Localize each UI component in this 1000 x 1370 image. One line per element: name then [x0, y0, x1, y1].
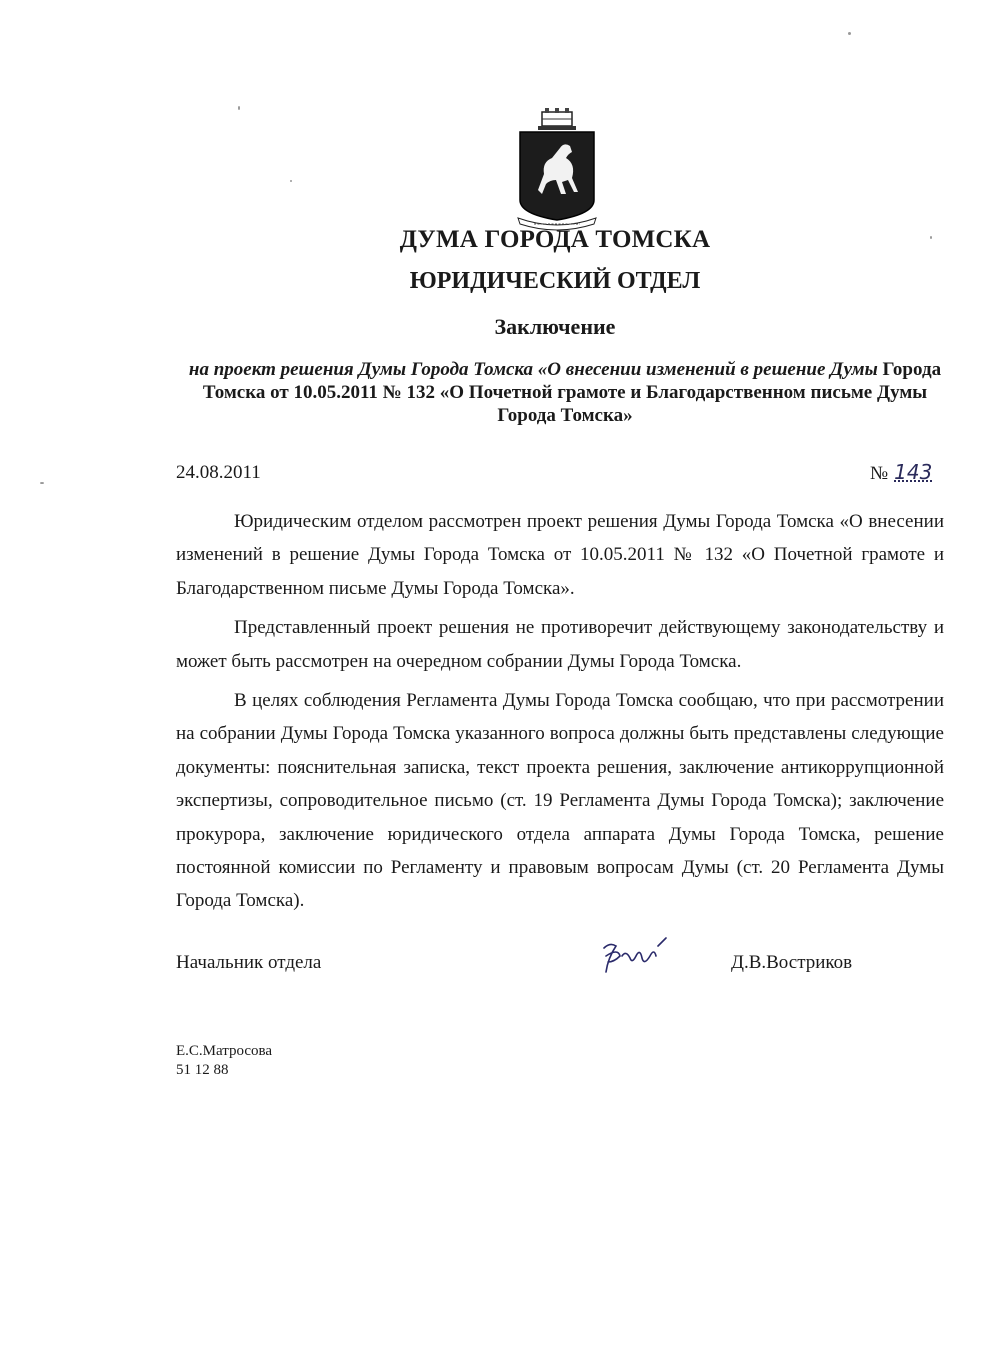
document-date: 24.08.2011	[176, 462, 261, 483]
tomsk-coat-of-arms-icon	[514, 108, 600, 232]
organization-name: ДУМА ГОРОДА ТОМСКА	[399, 226, 711, 253]
number-value: 143	[894, 460, 933, 484]
scan-speck	[930, 236, 932, 239]
document-number	[870, 460, 932, 485]
handwritten-signature-icon	[596, 934, 686, 978]
subject-rest-part: Города Томска от 10.05.2011 № 132 «О Почетной грамоте и Благодарственном письме Думы Города Томска»	[202, 359, 942, 426]
scan-speck	[290, 180, 292, 182]
scan-speck	[848, 32, 851, 35]
body-paragraph: В целях соблюдения Регламента Думы Города Томска сообщаю, что при рассмотрении на собрании Думы Города Томска указанного вопроса должны быть представлены следующие документы: пояснительная записка, текст проекта решения, заключение антикоррупционной экспертизы, сопроводительное письмо (ст. 19 Регламента Думы Города Томска); заключение прокурора, заключение юридического отдела аппарата Думы Города Томска, решение постоянной комиссии по Регламенту и правовым вопросам Думы (ст. 20 Регламента Думы Города Томска).	[176, 690, 944, 912]
signer-position: Начальник отдела	[176, 952, 322, 973]
subject-italic-part: на проект решения Думы Города Томска «О внесении изменений в решение Думы	[188, 359, 878, 380]
signer-name: Д.В.Востриков	[731, 952, 853, 973]
number-label: №	[870, 463, 889, 484]
document-title: Заключение	[494, 314, 616, 339]
document-subject	[180, 358, 950, 427]
executor-name: Е.С.Матросова	[176, 1043, 273, 1059]
executor-block	[176, 1042, 272, 1080]
scan-speck	[40, 482, 44, 484]
body-text	[176, 505, 944, 924]
department-name: ЮРИДИЧЕСКИЙ ОТДЕЛ	[409, 268, 701, 294]
body-paragraph: Юридическим отделом рассмотрен проект решения Думы Города Томска «О внесении изменений в решение Думы Города Томска от 10.05.2011 № 132 «О Почетной грамоте и Благодарственном письме Думы Города Томска».	[176, 511, 944, 599]
scan-speck	[238, 106, 240, 110]
body-paragraph: Представленный проект решения не противоречит действующему законодательству и может быть рассмотрен на очередном собрании Думы Города Томска.	[176, 617, 944, 672]
executor-phone: 51 12 88	[176, 1062, 229, 1078]
